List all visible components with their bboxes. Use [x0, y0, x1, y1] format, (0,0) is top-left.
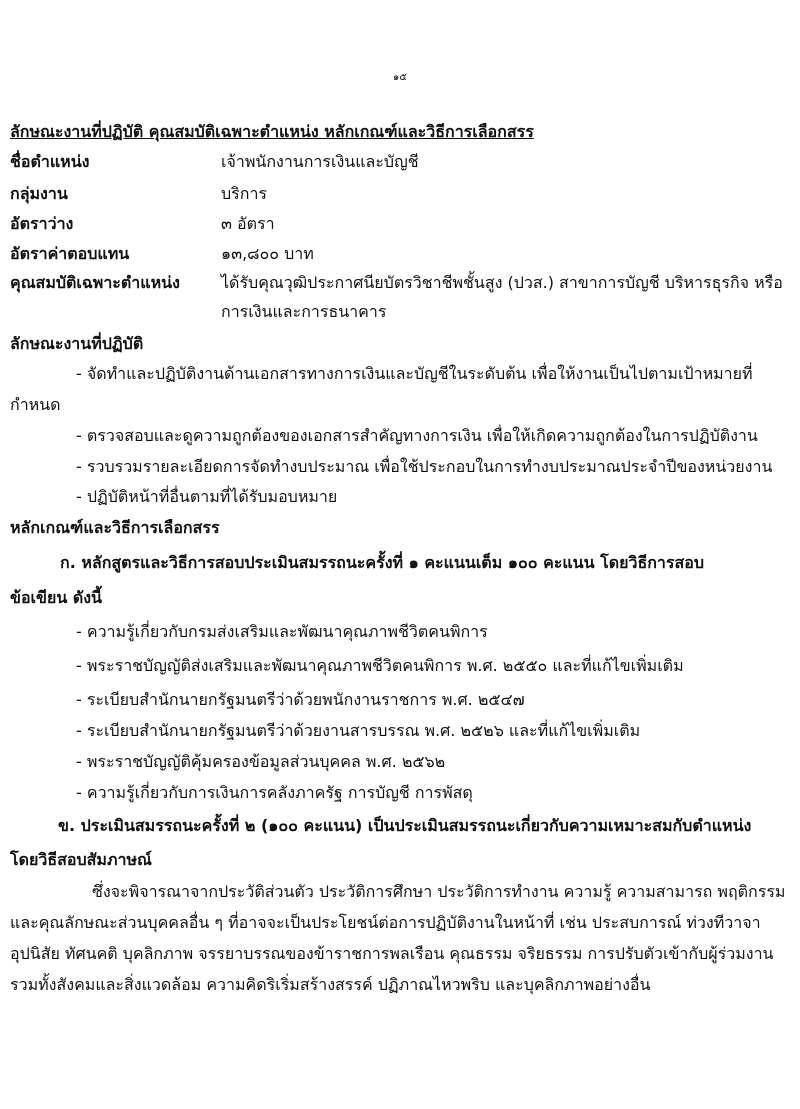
part-b-heading-cont: โดยวิธีสอบสัมภาษณ์ — [10, 850, 152, 869]
exam-topic: - พระราชบัญญัติส่งเสริมและพัฒนาคุณภาพชีวิตคนพิการ พ.ศ. ๒๕๕๐ และที่แก้ไขเพิ่มเติม — [76, 656, 684, 675]
qualification-label: คุณสมบัติเฉพาะตำแหน่ง — [10, 273, 180, 292]
exam-topic: - ระเบียบสำนักนายกรัฐมนตรีว่าด้วยพนักงานราชการ พ.ศ. ๒๕๔๗ — [76, 690, 525, 709]
part-a-heading: ก. หลักสูตรและวิธีการสอบประเมินสมรรถนะครั้งที่ ๑ คะแนนเต็ม ๑๐๐ คะแนน โดยวิธีการสอบ — [60, 553, 705, 572]
exam-topic: - ระเบียบสำนักนายกรัฐมนตรีว่าด้วยงานสารบรรณ พ.ศ. ๒๕๒๖ และที่แก้ไขเพิ่มเติม — [76, 721, 641, 740]
selection-title: หลักเกณฑ์และวิธีการเลือกสรร — [10, 518, 220, 537]
salary-label: อัตราค่าตอบแทน — [10, 244, 130, 263]
work-group-label: กลุ่มงาน — [10, 184, 68, 203]
vacancy-value: ๓ อัตรา — [221, 214, 275, 233]
duty-item: - รวบรวมรายละเอียดการจัดทำงบประมาณ เพื่อใช้ประกอบในการทำงบประมาณประจำปีของหน่วยงาน — [76, 457, 773, 476]
exam-topic: - ความรู้เกี่ยวกับกรมส่งเสริมและพัฒนาคุณภาพชีวิตคนพิการ — [76, 622, 488, 641]
interview-paragraph-line: ซึ่งจะพิจารณาจากประวัติส่วนตัว ประวัติการศึกษา ประวัติการทำงาน ความรู้ ความสามารถ พฤติกรรม — [92, 882, 786, 901]
exam-topic: - พระราชบัญญัติคุ้มครองข้อมูลส่วนบุคคล พ.ศ. ๒๕๖๒ — [76, 752, 446, 771]
page-number: ๑๕ — [393, 72, 407, 83]
qualification-value-cont: การเงินและการธนาคาร — [221, 302, 387, 321]
position-name-label: ชื่อตำแหน่ง — [10, 152, 90, 171]
section-heading: ลักษณะงานที่ปฏิบัติ คุณสมบัติเฉพาะตำแหน่ง หลักเกณฑ์และวิธีการเลือกสรร — [10, 122, 534, 141]
part-a-heading-cont: ข้อเขียน ดังนี้ — [10, 588, 102, 607]
duty-item: - ปฏิบัติหน้าที่อื่นตามที่ได้รับมอบหมาย — [76, 487, 338, 506]
duty-item: - ตรวจสอบและดูความถูกต้องของเอกสารสำคัญทางการเงิน เพื่อให้เกิดความถูกต้องในการปฏิบัติงาน — [76, 426, 758, 445]
qualification-value: ได้รับคุณวุฒิประกาศนียบัตรวิชาชีพชั้นสูง (ปวส.) สาขาการบัญชี บริหารธุรกิจ หรือ — [221, 273, 783, 292]
work-group-value: บริการ — [221, 184, 268, 203]
exam-topic: - ความรู้เกี่ยวกับการเงินการคลังภาครัฐ การบัญชี การพัสดุ — [76, 783, 473, 802]
interview-paragraph-line: รวมทั้งสังคมและสิ่งแวดล้อม ความคิดริเริ่มสร้างสรรค์ ปฏิภาณไหวพริบ และบุคลิกภาพอย่างอื่น — [10, 975, 651, 994]
interview-paragraph-line: และคุณลักษณะส่วนบุคคลอื่น ๆ ที่อาจจะเป็นประโยชน์ต่อการปฏิบัติงานในหน้าที่ เช่น ประสบการณ์ ท่วงทีวาจา — [10, 913, 761, 932]
salary-value: ๑๓,๘๐๐ บาท — [221, 244, 314, 263]
interview-paragraph-line: อุปนิสัย ทัศนคติ บุคลิกภาพ จรรยาบรรณของข้าราชการพลเรือน คุณธรรม จริยธรรม การปรับตัวเข้ากับผู้ร่วมงาน — [10, 944, 774, 963]
position-name-value: เจ้าพนักงานการเงินและบัญชี — [221, 152, 419, 171]
part-b-heading: ข. ประเมินสมรรถนะครั้งที่ ๒ (๑๐๐ คะแนน) เป็นประเมินสมรรถนะเกี่ยวกับความเหมาะสมกับตำแหน่ง — [58, 816, 752, 835]
vacancy-label: อัตราว่าง — [10, 214, 74, 233]
duty-item-cont: กำหนด — [10, 395, 61, 414]
duties-title: ลักษณะงานที่ปฏิบัติ — [10, 334, 144, 353]
duty-item: - จัดทำและปฏิบัติงานด้านเอกสารทางการเงินและบัญชีในระดับต้น เพื่อให้งานเป็นไปตามเป้าหมายที่ — [76, 364, 753, 383]
